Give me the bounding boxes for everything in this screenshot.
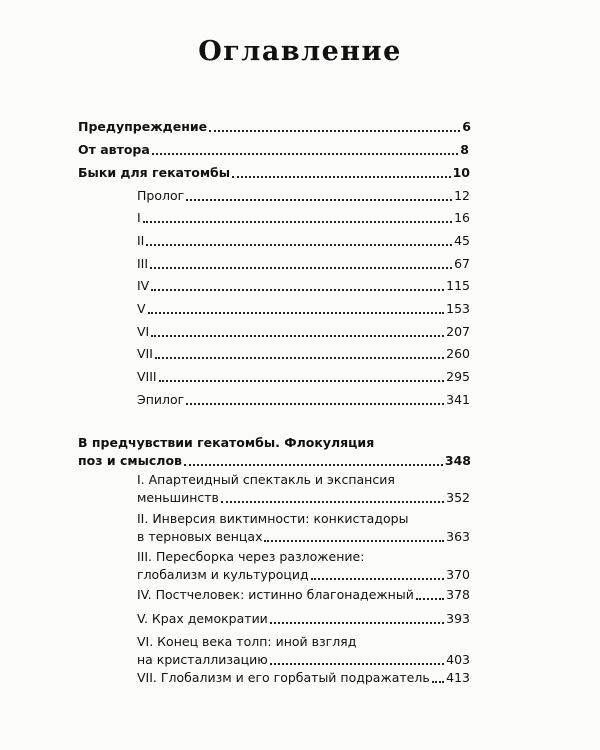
toc-chapter bbox=[137, 510, 470, 546]
toc-entry-label: Эпилог bbox=[137, 392, 185, 407]
toc-chapter bbox=[137, 232, 470, 250]
dot-leader bbox=[184, 464, 443, 466]
dot-leader bbox=[155, 357, 444, 359]
toc-entry-label-line1: VI. Конец века толп: иной взгляд bbox=[137, 634, 357, 649]
toc-chapter bbox=[137, 669, 470, 687]
toc-entry-page: 207 bbox=[446, 324, 470, 339]
toc-chapter bbox=[137, 323, 470, 341]
toc-entry-page: 370 bbox=[446, 567, 470, 582]
dot-leader bbox=[152, 153, 459, 155]
toc-entry-page: 115 bbox=[446, 278, 470, 293]
toc-entry-label: Быки для гекатомбы bbox=[78, 165, 231, 180]
toc-entry-label-line2: меньшинств bbox=[137, 490, 219, 505]
toc-entry-page: 10 bbox=[452, 165, 470, 180]
dot-leader bbox=[221, 501, 444, 503]
dot-leader bbox=[186, 199, 452, 201]
toc-entry-label-line1: I. Апартеидный спектакль и экспансия bbox=[137, 472, 395, 487]
dot-leader bbox=[270, 663, 444, 665]
toc-entry-from-author bbox=[78, 141, 469, 159]
toc-entry-label-line2: в терновых венцах bbox=[137, 529, 263, 544]
dot-leader bbox=[159, 380, 445, 382]
toc-chapter bbox=[137, 345, 470, 363]
toc-chapter bbox=[137, 209, 470, 227]
toc-entry-label: IV. Постчеловек: истинно благонадежный bbox=[137, 587, 414, 602]
toc-entry-page: 348 bbox=[444, 453, 471, 468]
toc-entry-page: 153 bbox=[446, 301, 470, 316]
dot-leader bbox=[186, 403, 444, 405]
toc-chapter bbox=[137, 368, 470, 386]
toc-entry-page: 352 bbox=[446, 490, 470, 505]
toc-chapter bbox=[137, 548, 470, 584]
toc-entry-label: V bbox=[137, 301, 146, 316]
toc-entry-warning bbox=[78, 118, 471, 136]
toc-entry-page: 295 bbox=[446, 369, 470, 384]
toc-entry-page: 260 bbox=[446, 346, 470, 361]
toc-entry-page: 393 bbox=[446, 611, 470, 626]
toc-entry-label-line2: глобализм и культуроцид bbox=[137, 567, 309, 582]
dot-leader bbox=[416, 598, 444, 600]
toc-entry-label-line2: поз и смыслов bbox=[78, 453, 182, 468]
toc-entry-part-1 bbox=[78, 164, 470, 182]
toc-entry-label: VII bbox=[137, 346, 153, 361]
toc-chapter bbox=[137, 391, 470, 409]
toc-entry-label-line1: II. Инверсия виктимности: конкистадоры bbox=[137, 511, 409, 526]
toc-chapter bbox=[137, 471, 470, 507]
toc-entry-label: V. Крах демократии bbox=[137, 611, 268, 626]
toc-entry-label: VIII bbox=[137, 369, 157, 384]
toc-entry-page: 12 bbox=[454, 188, 470, 203]
dot-leader bbox=[151, 335, 444, 337]
toc-entry-label: От автора bbox=[78, 142, 150, 157]
toc-entry-label: VI bbox=[137, 324, 150, 339]
toc-chapter bbox=[137, 187, 470, 205]
toc-entry-page: 16 bbox=[454, 210, 470, 225]
dot-leader bbox=[311, 578, 444, 580]
toc-entry-label: IV bbox=[137, 278, 150, 293]
toc-entry-label: Предупреждение bbox=[78, 119, 208, 134]
dot-leader bbox=[151, 289, 444, 291]
toc-chapter bbox=[137, 300, 470, 318]
toc-entry-page: 67 bbox=[454, 256, 470, 271]
toc-chapter bbox=[137, 610, 470, 628]
dot-leader bbox=[146, 244, 452, 246]
dot-leader bbox=[148, 312, 445, 314]
dot-leader bbox=[150, 267, 452, 269]
dot-leader bbox=[143, 221, 452, 223]
toc-entry-page: 6 bbox=[462, 119, 471, 134]
toc-entry-label: III bbox=[137, 256, 149, 271]
dot-leader bbox=[264, 540, 444, 542]
toc-entry-label: II bbox=[137, 233, 145, 248]
toc-entry-label-line2: на кристаллизацию bbox=[137, 652, 268, 667]
dot-leader bbox=[432, 681, 444, 683]
toc-entry-page: 413 bbox=[446, 670, 470, 685]
toc-chapter bbox=[137, 633, 470, 669]
toc-entry-page: 45 bbox=[454, 233, 470, 248]
toc-entry-page: 341 bbox=[446, 392, 470, 407]
page-title: Оглавление bbox=[198, 36, 402, 67]
toc-entry-label: I bbox=[137, 210, 141, 225]
toc-chapter bbox=[137, 255, 470, 273]
toc-entry-part-2 bbox=[78, 434, 471, 470]
toc-chapter bbox=[137, 586, 470, 604]
toc-entry-page: 8 bbox=[460, 142, 469, 157]
toc-entry-label-line1: III. Пересборка через разложение: bbox=[137, 549, 365, 564]
dot-leader bbox=[209, 130, 460, 132]
dot-leader bbox=[232, 176, 451, 178]
toc-chapter bbox=[137, 277, 470, 295]
toc-entry-label-line1: В предчувствии гекатомбы. Флокуляция bbox=[78, 435, 375, 450]
toc-entry-page: 403 bbox=[446, 652, 470, 667]
toc-entry-page: 363 bbox=[446, 529, 470, 544]
toc-entry-label: VII. Глобализм и его горбатый подражатель bbox=[137, 670, 430, 685]
toc-entry-page: 378 bbox=[446, 587, 470, 602]
dot-leader bbox=[270, 622, 444, 624]
toc-entry-label: Пролог bbox=[137, 188, 185, 203]
